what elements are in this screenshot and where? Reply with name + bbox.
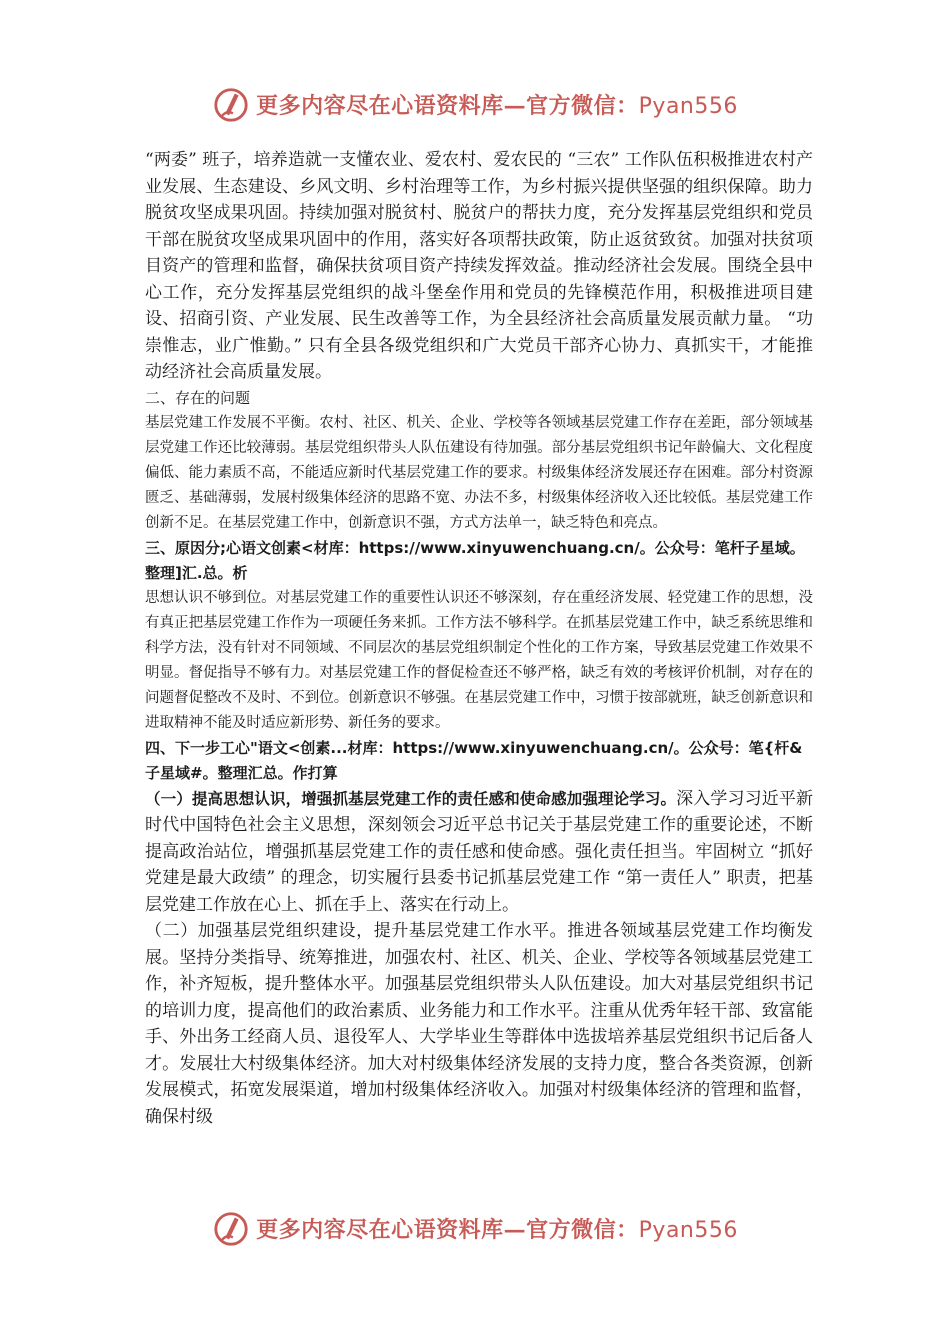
measure-two-title: （二）加强基层党组织建设，提升基层党建工作水平。 (145, 921, 568, 941)
section-heading-causes: 三、原因分;心语文创素<材库：https://www.xinyuwenchuang.cn/。公众号：笔杆子星域。整理]汇.总。析 (145, 538, 805, 582)
footer-banner (0, 1206, 950, 1250)
paragraph-measure-two (145, 918, 813, 1130)
section-heading-next-steps: 四、下一步工心"语文<创素...材库：https://www.xinyuwenchuang.cn/。公众号：笔{杆&子星域#。整理汇总。作打算 (145, 738, 803, 782)
banner-text (256, 1213, 738, 1244)
banner-main-text: 更多内容尽在心语资料库—官方微信： (256, 1216, 639, 1243)
paragraph-measure-one (145, 786, 813, 919)
paragraph-causes: 思想认识不够到位。对基层党建工作的重要性认识还不够深刻，存在重经济发展、轻党建工作的思想，没有真正把基层党建工作作为一项硬任务来抓。工作方法不够科学。在抓基层党建工作中，缺乏系统思维和科学方法，没有针对不同领域、不同层次的基层党组织制定个性化的工作方案，导致基层党建工作效果不明显。督促指导不够有力。对基层党建工作的督促检查还不够严格，缺乏有效的考核评价机制，对存在的问题督促整改不及时、不到位。创新意识不够强。在基层党建工作中，习惯于按部就班，缺乏创新意识和进取精神不能及时适应新形势、新任务的要求。 (145, 589, 813, 731)
header-banner (0, 82, 950, 126)
document-body (145, 147, 813, 1130)
banner-text (256, 89, 738, 120)
section-heading-problems: 二、存在的问题 (145, 388, 251, 407)
measure-one-text: 深入学习习近平新时代中国特色社会主义思想，深刻领会习近平总书记关于基层党建工作的重要论述，不断提高政治站位，增强抓基层党建工作的责任感和使命感。强化责任担当。牢固树立 “抓好党建是最大政绩” 的理念，切实履行县委书记抓基层党建工作 “第一责任人” 职责，把基层党建工作放在心上、抓在手上、落实在行动上。 (145, 788, 813, 915)
measure-one-title: （一）提高思想认识，增强抓基层党建工作的责任感和使命感加强理论学习。 (145, 789, 677, 808)
paragraph-problems: 基层党建工作发展不平衡。农村、社区、机关、企业、学校等各领域基层党建工作存在差距，部分领域基层党建工作还比较薄弱。基层党组织带头人队伍建设有待加强。部分基层党组织书记年龄偏大、文化程度偏低、能力素质不高，不能适应新时代基层党建工作的要求。村级集体经济发展还存在困难。部分村资源匮乏、基础薄弱，发展村级集体经济的思路不宽、办法不多，村级集体经济收入还比较低。基层党建工作创新不足。在基层党建工作中，创新意识不强，方式方法单一，缺乏特色和亮点。 (145, 414, 813, 531)
measure-two-text: 推进各领域基层党建工作均衡发展。坚持分类指导、统筹推进，加强农村、社区、机关、企业、学校等各领域基层党建工作，补齐短板，提升整体水平。加强基层党组织带头人队伍建设。加大对基层党组织书记的培训力度，提高他们的政治素质、业务能力和工作水平。注重从优秀年轻干部、致富能手、外出务工经商人员、退役军人、大学毕业生等群体中选拔培养基层党组织书记后备人才。发展壮大村级集体经济。加大对村级集体经济发展的支持力度，整合各类资源，创新发展模式，拓宽发展渠道，增加村级集体经济收入。加强对村级集体经济的管理和监督，确保村级 (145, 921, 814, 1127)
paragraph-intro: “两委” 班子，培养造就一支懂农业、爱农村、爱农民的 “三农” 工作队伍积极推进农村产业发展、生态建设、乡风文明、乡村治理等工作，为乡村振兴提供坚强的组织保障。助力脱贫攻坚成果巩固。持续加强对脱贫村、脱贫户的帮扶力度，充分发挥基层党组织和党员干部在脱贫攻坚成果巩固中的作用，落实好各项帮扶政策，防止返贫致贫。加强对扶贫项目资产的管理和监督，确保扶贫项目资产持续发挥效益。推动经济社会发展。围绕全县中心工作，充分发挥基层党组织的战斗堡垒作用和党员的先锋模范作用，积极推进项目建设、招商引资、产业发展、民生改善等工作，为全县经济社会高质量发展贡献力量。 “功崇惟志，业广惟勤。” 只有全县各级党组织和广大党员干部齐心协力、真抓实干，才能推动经济社会高质量发展。 (145, 150, 813, 382)
banner-main-text: 更多内容尽在心语资料库—官方微信： (256, 92, 639, 119)
banner-brand-text: Pyan556 (638, 1217, 738, 1243)
banner-brand-text: Pyan556 (638, 93, 738, 119)
logo-icon (212, 1209, 250, 1247)
logo-icon (212, 85, 250, 123)
